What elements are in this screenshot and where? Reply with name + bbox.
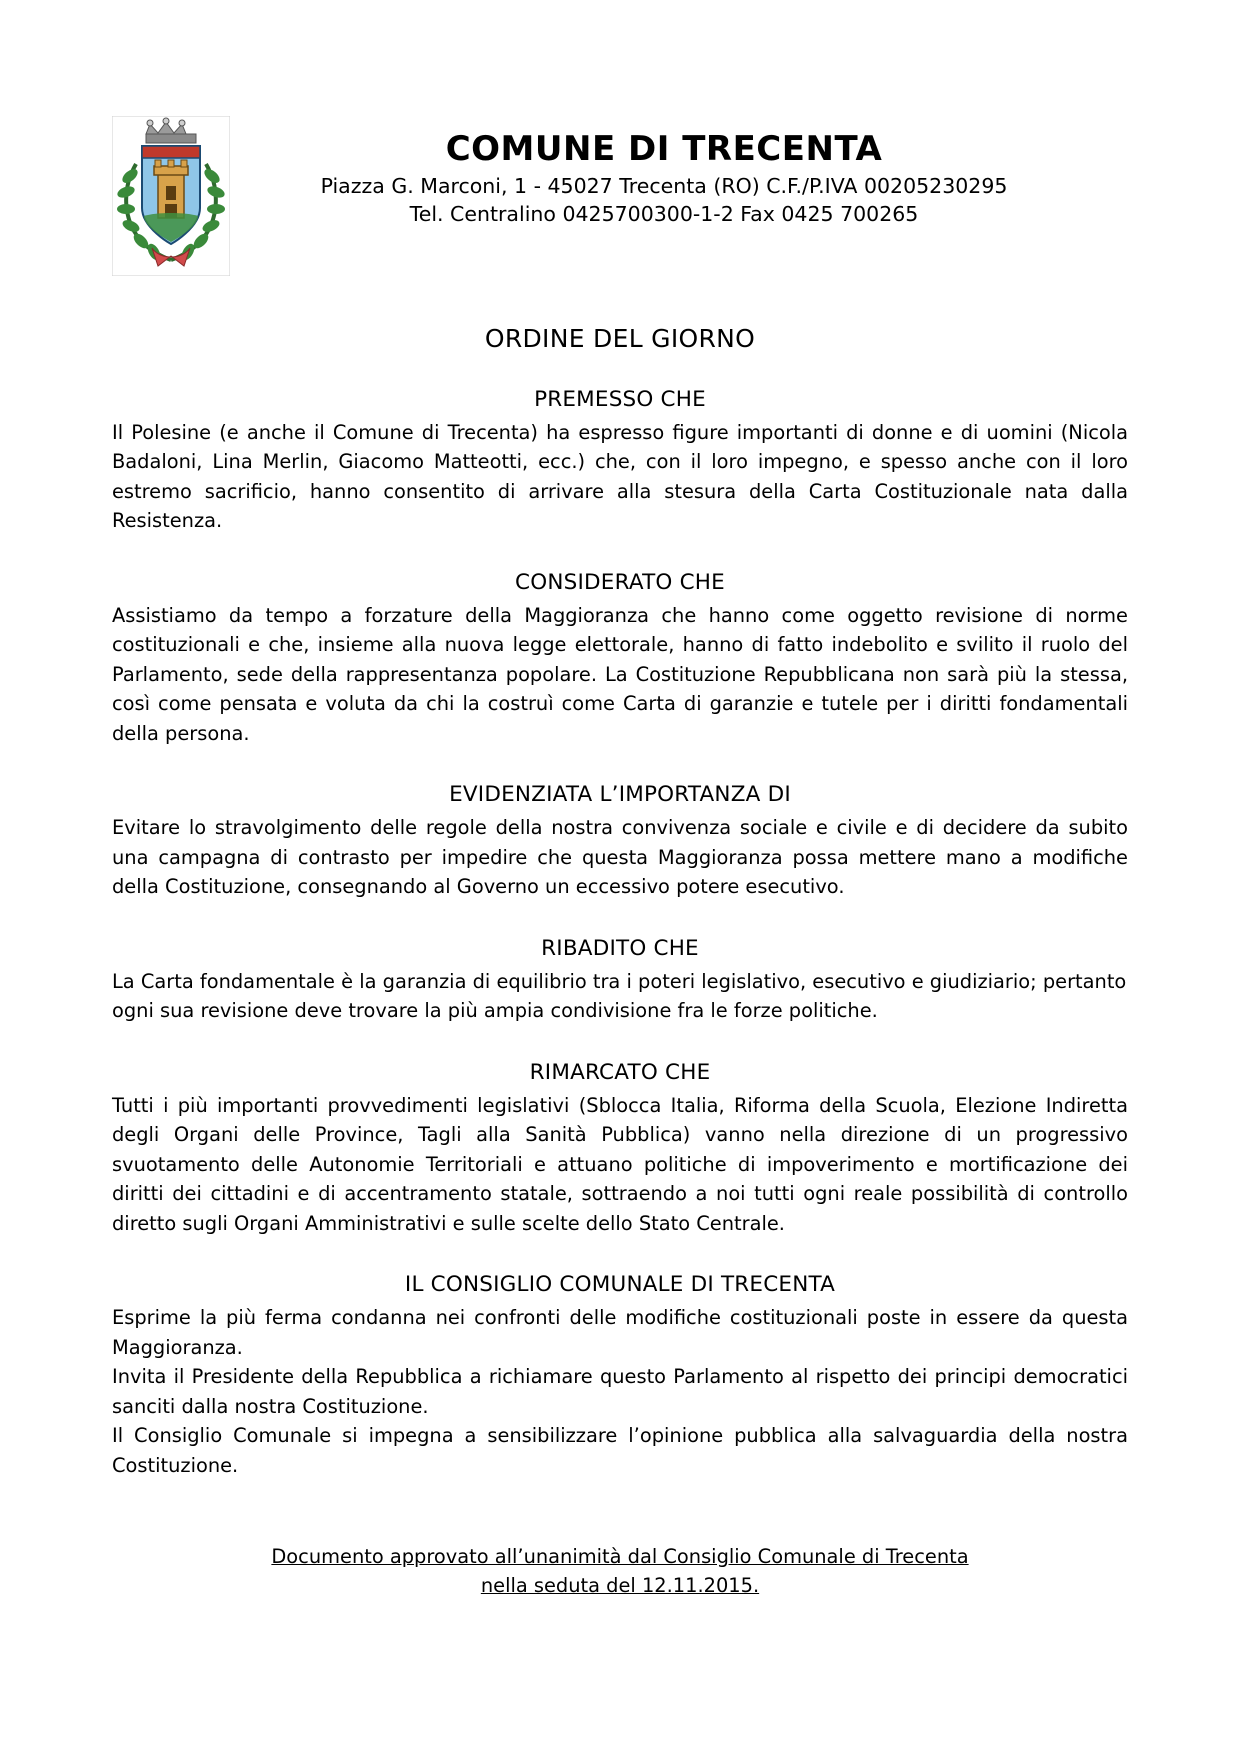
- section-heading: RIMARCATO CHE: [529, 1059, 711, 1085]
- section-evidenziata-importanza: [112, 782, 1128, 901]
- coat-of-arms-icon: [112, 116, 230, 276]
- approval-note-line-1: Documento approvato all’unanimità dal Consiglio Comunale di Trecenta: [271, 1545, 969, 1569]
- section-heading: RIBADITO CHE: [541, 935, 699, 961]
- approval-note: [112, 1542, 1128, 1600]
- section-paragraph: Il Polesine (e anche il Comune di Trecenta) ha espresso figure importanti di donne e di uomini (Nicola Badaloni, Lina Merlin, Giacomo Matteotti, ecc.) che, con il loro impegno, e spesso anche con il loro estremo sacrificio, hanno consentito di arrivare alla stesura della Carta Costituzionale nata dalla Resistenza.: [112, 421, 1128, 533]
- header-text-block: [230, 112, 1128, 228]
- section-premesso-che: [112, 387, 1128, 536]
- section-consiglio-comunale: [112, 1272, 1128, 1480]
- section-considerato-che: [112, 570, 1128, 748]
- document-header: [112, 112, 1128, 276]
- section-ribadito-che: [112, 936, 1128, 1026]
- section-paragraph: Esprime la più ferma condanna nei confronti delle modifiche costituzionali poste in essere da questa Maggioranza.: [112, 1306, 1128, 1359]
- section-paragraph: Invita il Presidente della Repubblica a richiamare questo Parlamento al rispetto dei principi democratici sanciti dalla nostra Costituzione.: [112, 1365, 1128, 1418]
- approval-note-line-2: nella seduta del 12.11.2015.: [480, 1574, 760, 1598]
- section-paragraph: Evitare lo stravolgimento delle regole della nostra convivenza sociale e civile e di decidere da subito una campagna di contrasto per impedire che questa Maggioranza possa mettere mano a modifiche della Costituzione, consegnando al Governo un eccessivo potere esecutivo.: [112, 816, 1128, 899]
- organization-phone: Tel. Centralino 0425700300-1-2 Fax 0425 700265: [409, 201, 919, 226]
- section-heading: CONSIDERATO CHE: [515, 569, 725, 595]
- section-paragraph: La Carta fondamentale è la garanzia di equilibrio tra i poteri legislativo, esecutivo e giudiziario; pertanto ogni sua revisione deve trovare la più ampia condivisione fra le forze politiche.: [112, 969, 1127, 1023]
- organization-title: COMUNE DI TRECENTA: [445, 129, 883, 169]
- section-paragraph: Tutti i più importanti provvedimenti legislativi (Sblocca Italia, Riforma della Scuola, Elezione Indiretta degli Organi delle Province, Tagli alla Sanità Pubblica) vanno nella direzione di un progressivo svuotamento delle Autonomie Territoriali e attuano politiche di impoverimento e mortificazione dei diritti dei cittadini e di accentramento statale, sottraendo a noi tutti ogni reale possibilità di controllo diretto sugli Organi Amministrativi e sulle scelte dello Stato Centrale.: [112, 1093, 1128, 1235]
- section-paragraph: Il Consiglio Comunale si impegna a sensibilizzare l’opinione pubblica alla salvaguardia della nostra Costituzione.: [112, 1424, 1128, 1477]
- section-heading: EVIDENZIATA L’IMPORTANZA DI: [449, 782, 791, 808]
- page-title: ORDINE DEL GIORNO: [484, 324, 756, 353]
- section-paragraph: Assistiamo da tempo a forzature della Maggioranza che hanno come oggetto revisione di norme costituzionali e che, insieme alla nuova legge elettorale, hanno di fatto indebolito e svilito il ruolo del Parlamento, sede della rappresentanza popolare. La Costituzione Repubblicana non sarà più la stessa, così come pensata e voluta da chi la costruì come Carta di garanzie e tutele per i diritti fondamentali della persona.: [112, 603, 1128, 745]
- section-heading: IL CONSIGLIO COMUNALE DI TRECENTA: [404, 1272, 836, 1298]
- organization-address: Piazza G. Marconi, 1 - 45027 Trecenta (RO) C.F./P.IVA 00205230295: [320, 174, 1008, 199]
- section-heading: PREMESSO CHE: [534, 387, 706, 412]
- section-rimarcato-che: [112, 1060, 1128, 1238]
